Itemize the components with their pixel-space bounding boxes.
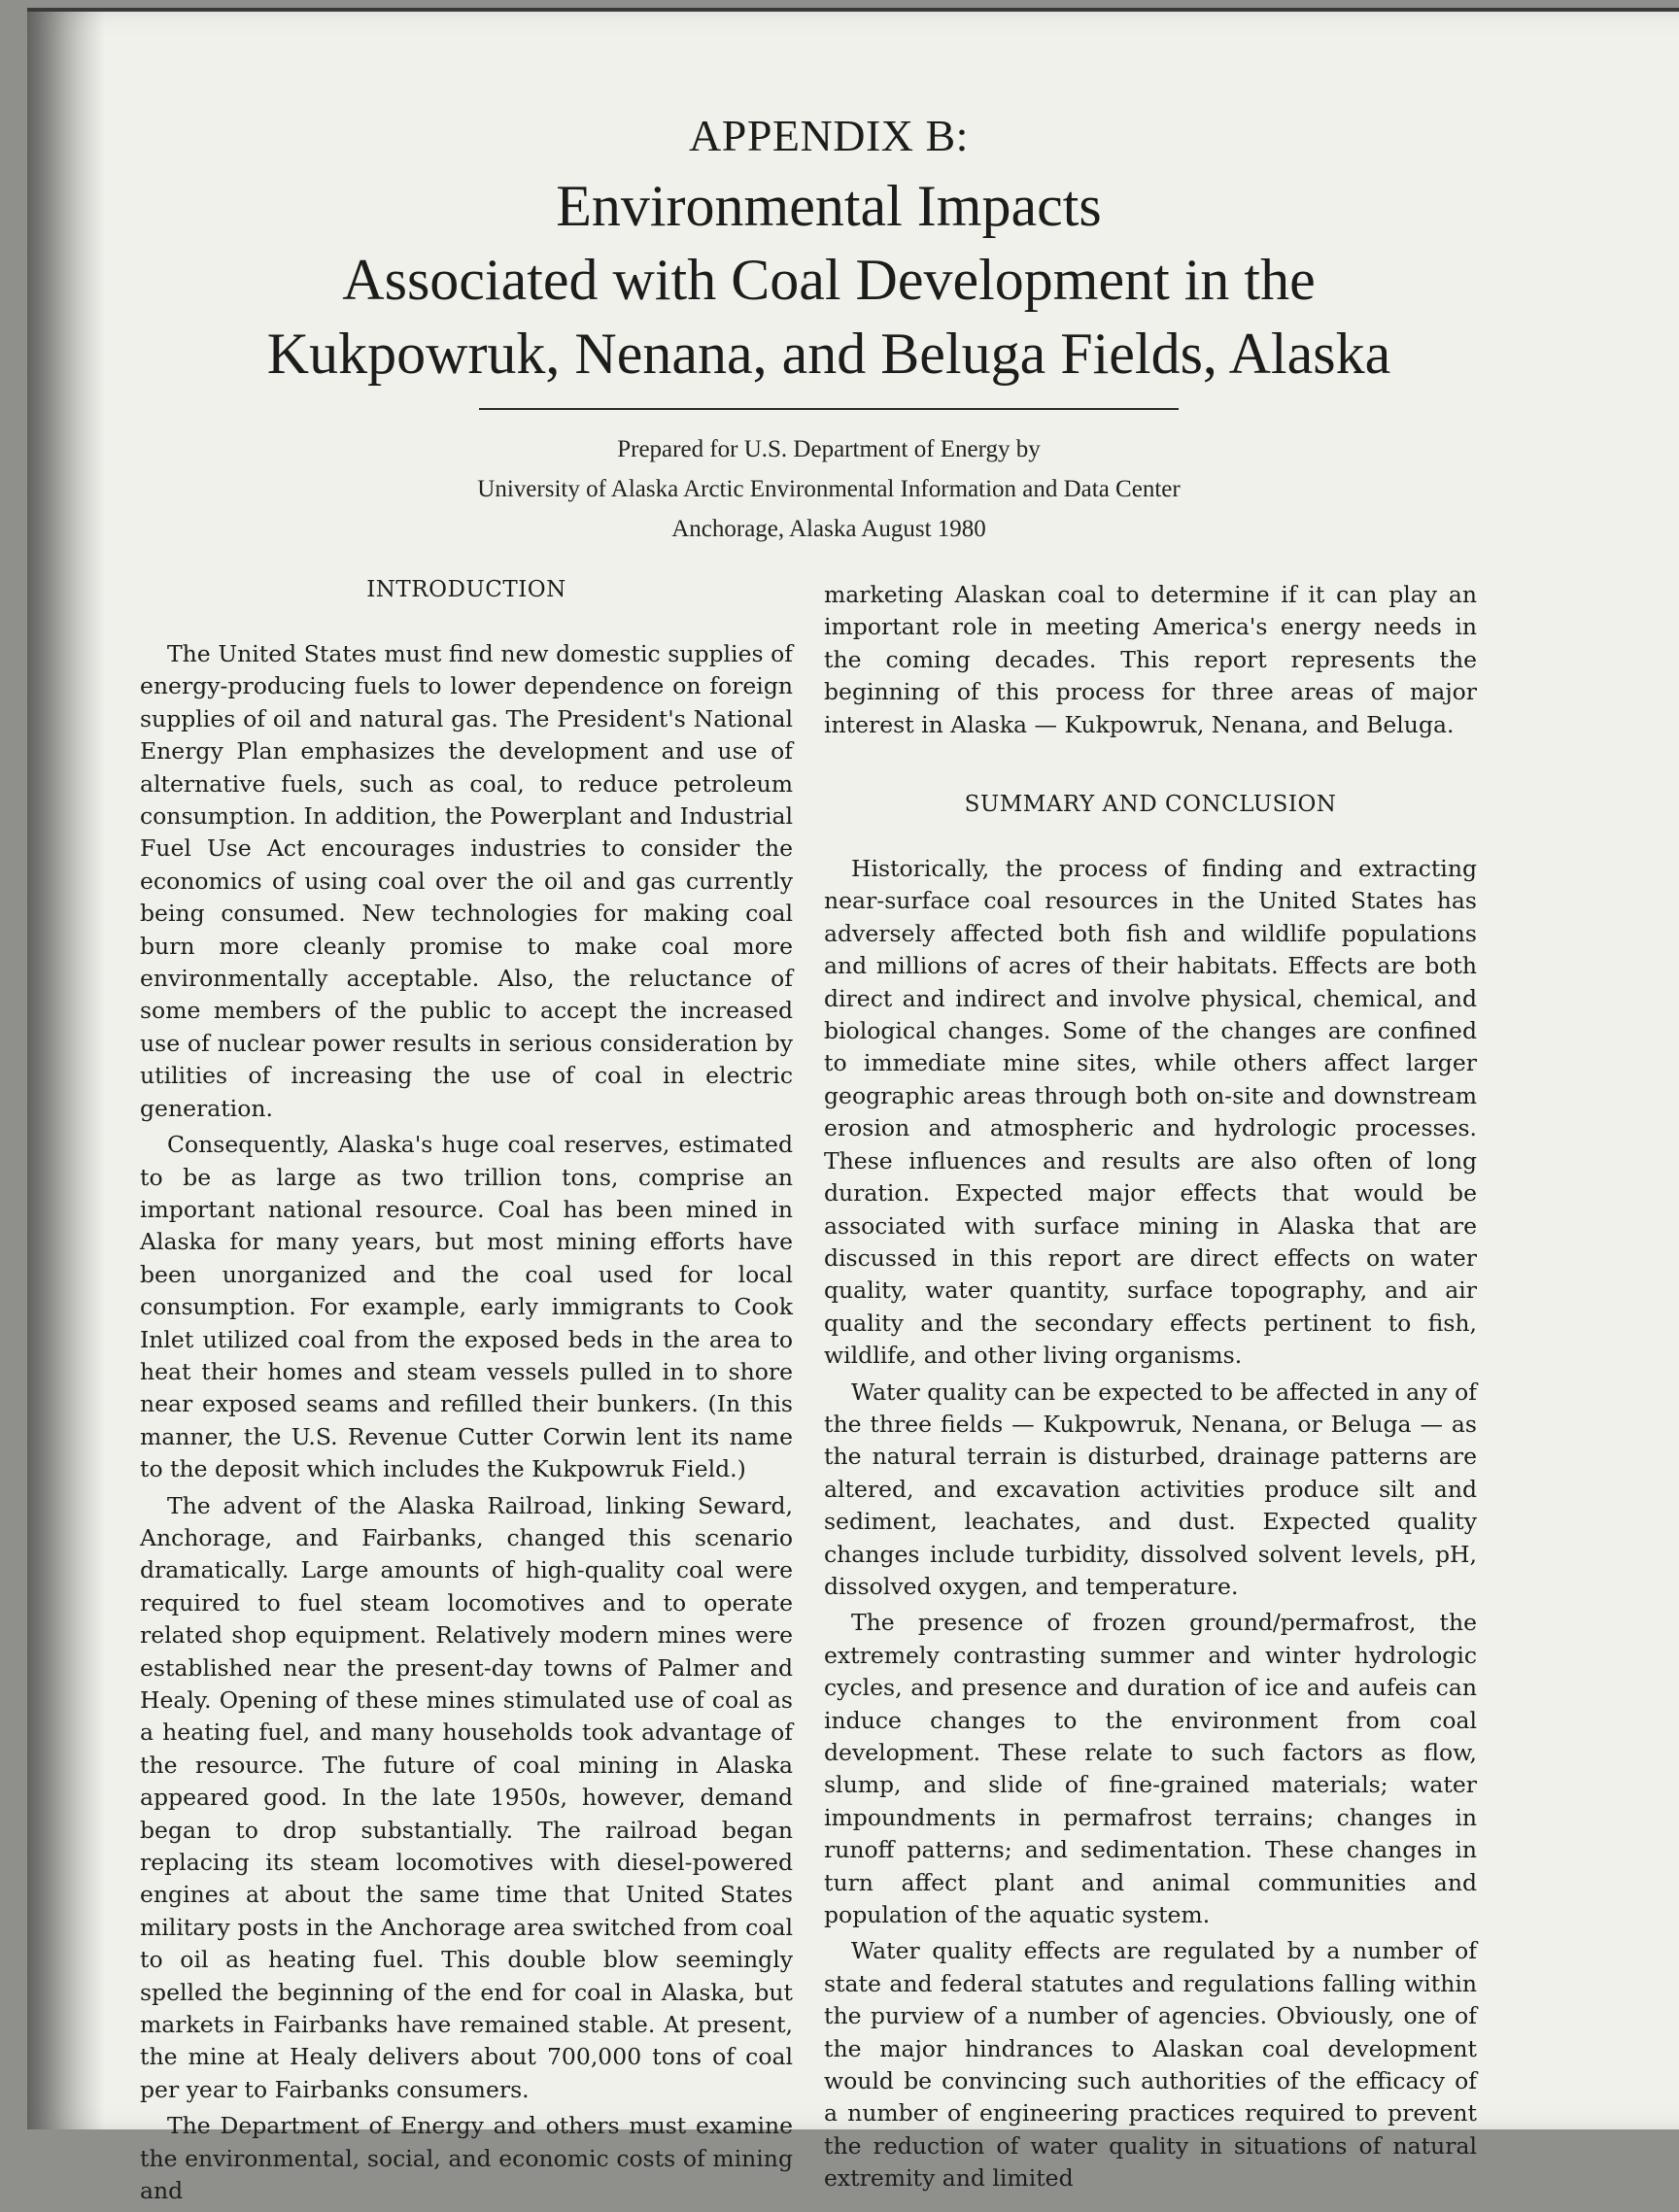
left-column [140,573,793,2212]
paragraph: Water quality effects are regulated by a number of state and federal statutes and regulations falling within the purview of a number of agencies. Obviously, one of the major hindrances to Alaskan coal development would be convincing such authorities of the efficacy of a number of engineering practices required to prevent the reduction of water quality in situations of natural extremity and limited [824,1937,1477,2193]
paragraph-continuation: marketing Alaskan coal to determine if it can play an important role in meeting America's energy needs in the coming decades. This report represents the beginning of this process for three areas of major interest in Alaska — Kukpowruk, Nenana, and Beluga. [824,581,1477,738]
title-divider [479,408,1179,410]
paragraph: Water quality can be expected to be affected in any of the three fields — Kukpowruk, Nenana, or Beluga — as the natural terrain is disturbed, drainage patterns are altered, and excavation activities produce silt and sediment, leachates, and dust. Expected quality changes include turbidity, dissolved solvent levels, pH, dissolved oxygen, and temperature. [824,1378,1477,1600]
section-heading-summary: SUMMARY AND CONCLUSION [964,792,1337,818]
credit-line: University of Alaska Arctic Environmental Information and Data Center [477,476,1181,502]
paragraph: The advent of the Alaska Railroad, linking Seward, Anchorage, and Fairbanks, changed this scenario dramatically. Large amounts of high-quality coal were required to fuel steam locomotives and to operate related shop equipment. Relatively modern mines were established near the present-day towns of Palmer and Healy. Opening of these mines stimulated use of coal as a heating fuel, and many households took advantage of the resource. The future of coal mining in Alaska appeared good. In the late 1950s, however, demand began to drop substantially. The railroad began replacing its steam locomotives with diesel-powered engines at about the same time that United States military posts in the Anchorage area switched from coal to oil as heating fuel. This double blow seemingly spelled the beginning of the end for coal in Alaska, but markets in Fairbanks have remained stable. At present, the mine at Healy delivers about 700,000 tons of coal per year to Fairbanks consumers. [140,1491,793,2103]
title-line: Kukpowruk, Nenana, and Beluga Fields, Alaska [266,322,1391,386]
section-heading-introduction: INTRODUCTION [366,577,566,602]
paragraph: The United States must find new domestic supplies of energy-producing fuels to lower dependence on foreign supplies of oil and natural gas. The President's National Energy Plan emphasizes the development and use of alternative fuels, such as coal, to reduce petroleum consumption. In addition, the Powerplant and Industrial Fuel Use Act encourages industries to consider the economics of using coal over the oil and gas currently being consumed. New technologies for making coal burn more cleanly promise to make coal more environmentally acceptable. Also, the reluctance of some members of the public to accept the increased use of nuclear power results in serious consideration by utilities of increasing the use of coal in electric generation. [140,640,793,1122]
title-line: Environmental Impacts [556,174,1102,238]
paragraph: The presence of frozen ground/permafrost, the extremely contrasting summer and winter hydrologic cycles, and presence and duration of ice and aufeis can induce changes to the environment from coal development. These relate to such factors as flow, slump, and slide of fine-grained materials; water impoundments in permafrost terrains; changes in runoff patterns; and sedimentation. These changes in turn affect plant and animal communities and population of the aquatic system. [824,1609,1477,1929]
credit-line: Anchorage, Alaska August 1980 [671,516,986,542]
right-column [824,579,1477,2199]
title-line: Associated with Coal Development in the [342,248,1316,312]
appendix-label: APPENDIX B: [689,111,969,160]
document-title [27,169,1630,391]
paragraph: The Department of Energy and others must examine the environmental, social, and economic costs of mining and [140,2112,793,2205]
title-block [27,109,1630,549]
paragraph: Consequently, Alaska's huge coal reserves, estimated to be as large as two trillion tons, comprise an important national resource. Coal has been mined in Alaska for many years, but most mining efforts have been unorganized and the coal used for local consumption. For example, early immigrants to Cook Inlet utilized coal from the exposed beds in the area to heat their homes and steam vessels pulled in to shore near exposed seams and refilled their bunkers. (In this manner, the U.S. Revenue Cutter Corwin lent its name to the deposit which includes the Kukpowruk Field.) [140,1131,793,1483]
document-page [27,8,1679,2205]
paragraph: Historically, the process of finding and extracting near-surface coal resources in the United States has adversely affected both fish and wildlife populations and millions of acres of their habitats. Effects are both direct and indirect and involve physical, chemical, and biological changes. Some of the changes are confined to immediate mine sites, while others affect larger geographic areas through both on-site and downstream erosion and atmospheric and hydrologic processes. These influences and results are also often of long duration. Expected major effects that would be associated with surface mining in Alaska that are discussed in this report are direct effects on water quality, water quantity, surface topography, and air quality and the secondary effects pertinent to fish, wildlife, and other living organisms. [824,855,1477,1370]
credit-line: Prepared for U.S. Department of Energy by [617,436,1041,462]
